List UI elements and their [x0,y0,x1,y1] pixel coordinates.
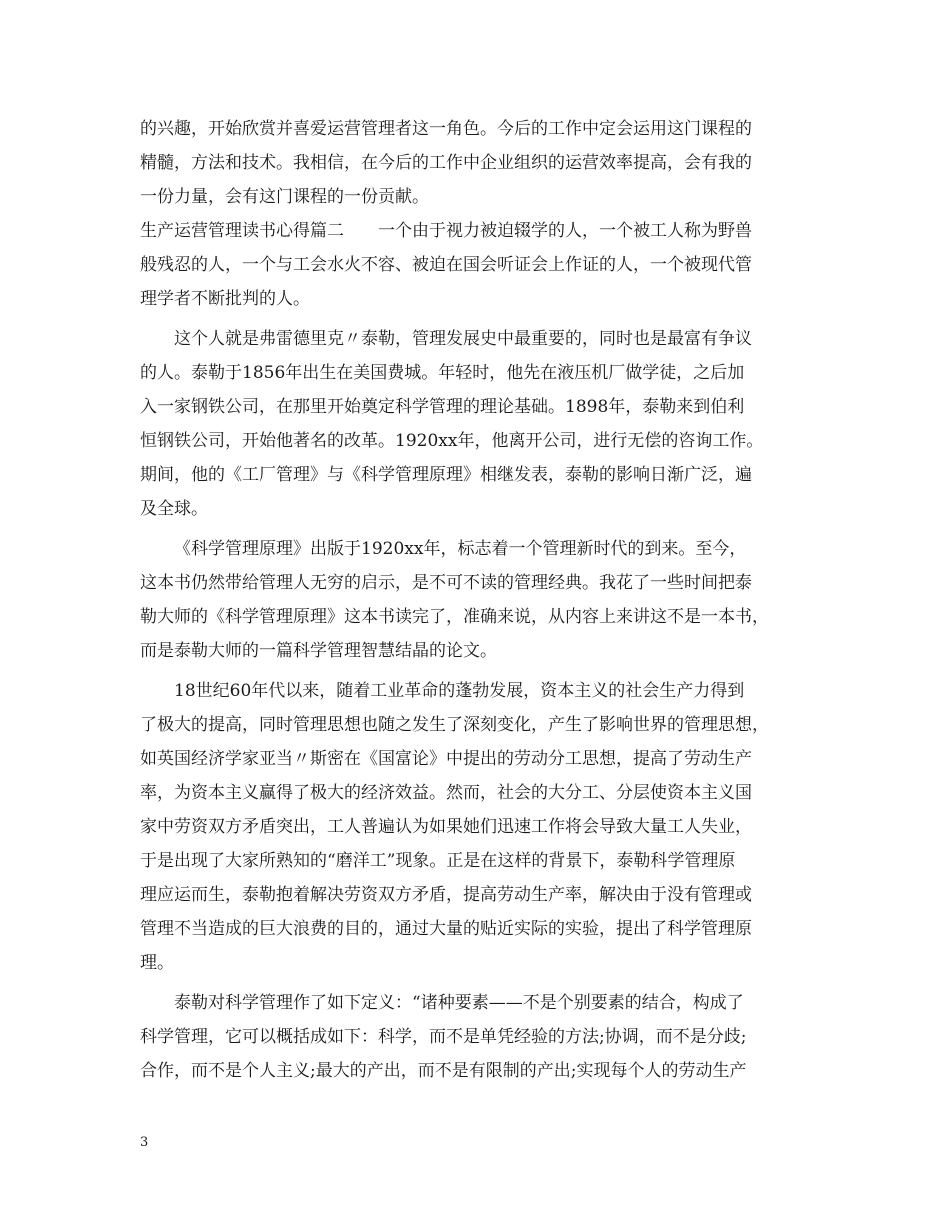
text-line: 而是泰勒大师的一篇科学管理智慧结晶的论文。 [140,641,497,661]
text-line: 期间，他的《工厂管理》与《科学管理原理》相继发表，泰勒的影响日渐广泛，遍 [140,465,752,485]
text-line: 的人。泰勒于1856年出生在美国费城。年轻时，他先在液压机厂做学徒，之后加 [140,363,745,383]
text-line: 率，为资本主义赢得了极大的经济效益。然而，社会的大分工、分层使资本主义国 [140,783,752,803]
text-line: 理应运而生，泰勒抱着解决劳资双方矛盾，提高劳动生产率，解决由于没有管理或 [140,885,752,905]
text-line: 恒钢铁公司，开始他著名的改革。1920xx年，他离开公司，进行无偿的咨询工作。 [140,431,764,451]
text-line: 这本书仍然带给管理人无穷的启示，是不可不读的管理经典。我花了一些时间把泰 [140,573,752,593]
document-body [140,112,825,1088]
paragraph-first-line: 泰勒对科学管理作了如下定义：“诸种要素——不是个别要素的结合，构成了 [174,993,744,1013]
text-line: 合作，而不是个人主义;最大的产出，而不是有限制的产出;实现每个人的劳动生产 [140,1061,747,1081]
text-line: 家中劳资双方矛盾突出，工人普遍认为如果她们迅速工作将会导致大量工人失业， [140,817,752,837]
section-heading-line: 生产运营管理读书心得篇二 一个由于视力被迫辍学的人，一个被工人称为野兽 [140,221,752,241]
text-line: 于是出现了大家所熟知的“磨洋工”现象。正是在这样的背景下，泰勒科学管理原 [140,851,736,871]
text-line: 一份力量，会有这门课程的一份贡献。 [140,187,429,207]
text-line: 及全球。 [140,499,208,519]
text-line: 精髓，方法和技术。我相信，在今后的工作中企业组织的运营效率提高，会有我的 [140,153,752,173]
paragraph-first-line: 《科学管理原理》出版于1920xx年，标志着一个管理新时代的到来。至今， [174,539,747,559]
text-line: 理。 [140,953,174,973]
text-line: 了极大的提高，同时管理思想也随之发生了深刻变化，产生了影响世界的管理思想， [140,715,769,735]
text-line: 的兴趣，开始欣赏并喜爱运营管理者这一角色。今后的工作中定会运用这门课程的 [140,119,752,139]
text-line: 管理不当造成的巨大浪费的目的，通过大量的贴近实际的实验，提出了科学管理原 [140,919,752,939]
text-line: 勒大师的《科学管理原理》这本书读完了，准确来说，从内容上来讲这不是一本书， [140,607,769,627]
paragraph-first-line: 这个人就是弗雷德里克〃泰勒，管理发展史中最重要的，同时也是最富有争议 [174,329,752,349]
paragraph-first-line: 18世纪60年代以来，随着工业革命的蓬勃发展，资本主义的社会生产力得到 [174,681,745,701]
page-number: 3 [140,1135,149,1150]
text-line: 理学者不断批判的人。 [140,289,310,309]
text-line: 入一家钢铁公司，在那里开始奠定科学管理的理论基础。1898年，泰勒来到伯利 [140,397,745,417]
text-line: 如英国经济学家亚当〃斯密在《国富论》中提出的劳动分工思想，提高了劳动生产 [140,749,752,769]
text-line: 科学管理，它可以概括成如下：科学，而不是单凭经验的方法;协调，而不是分歧; [140,1027,747,1047]
text-line: 般残忍的人，一个与工会水火不容、被迫在国会听证会上作证的人，一个被现代管 [140,255,752,275]
